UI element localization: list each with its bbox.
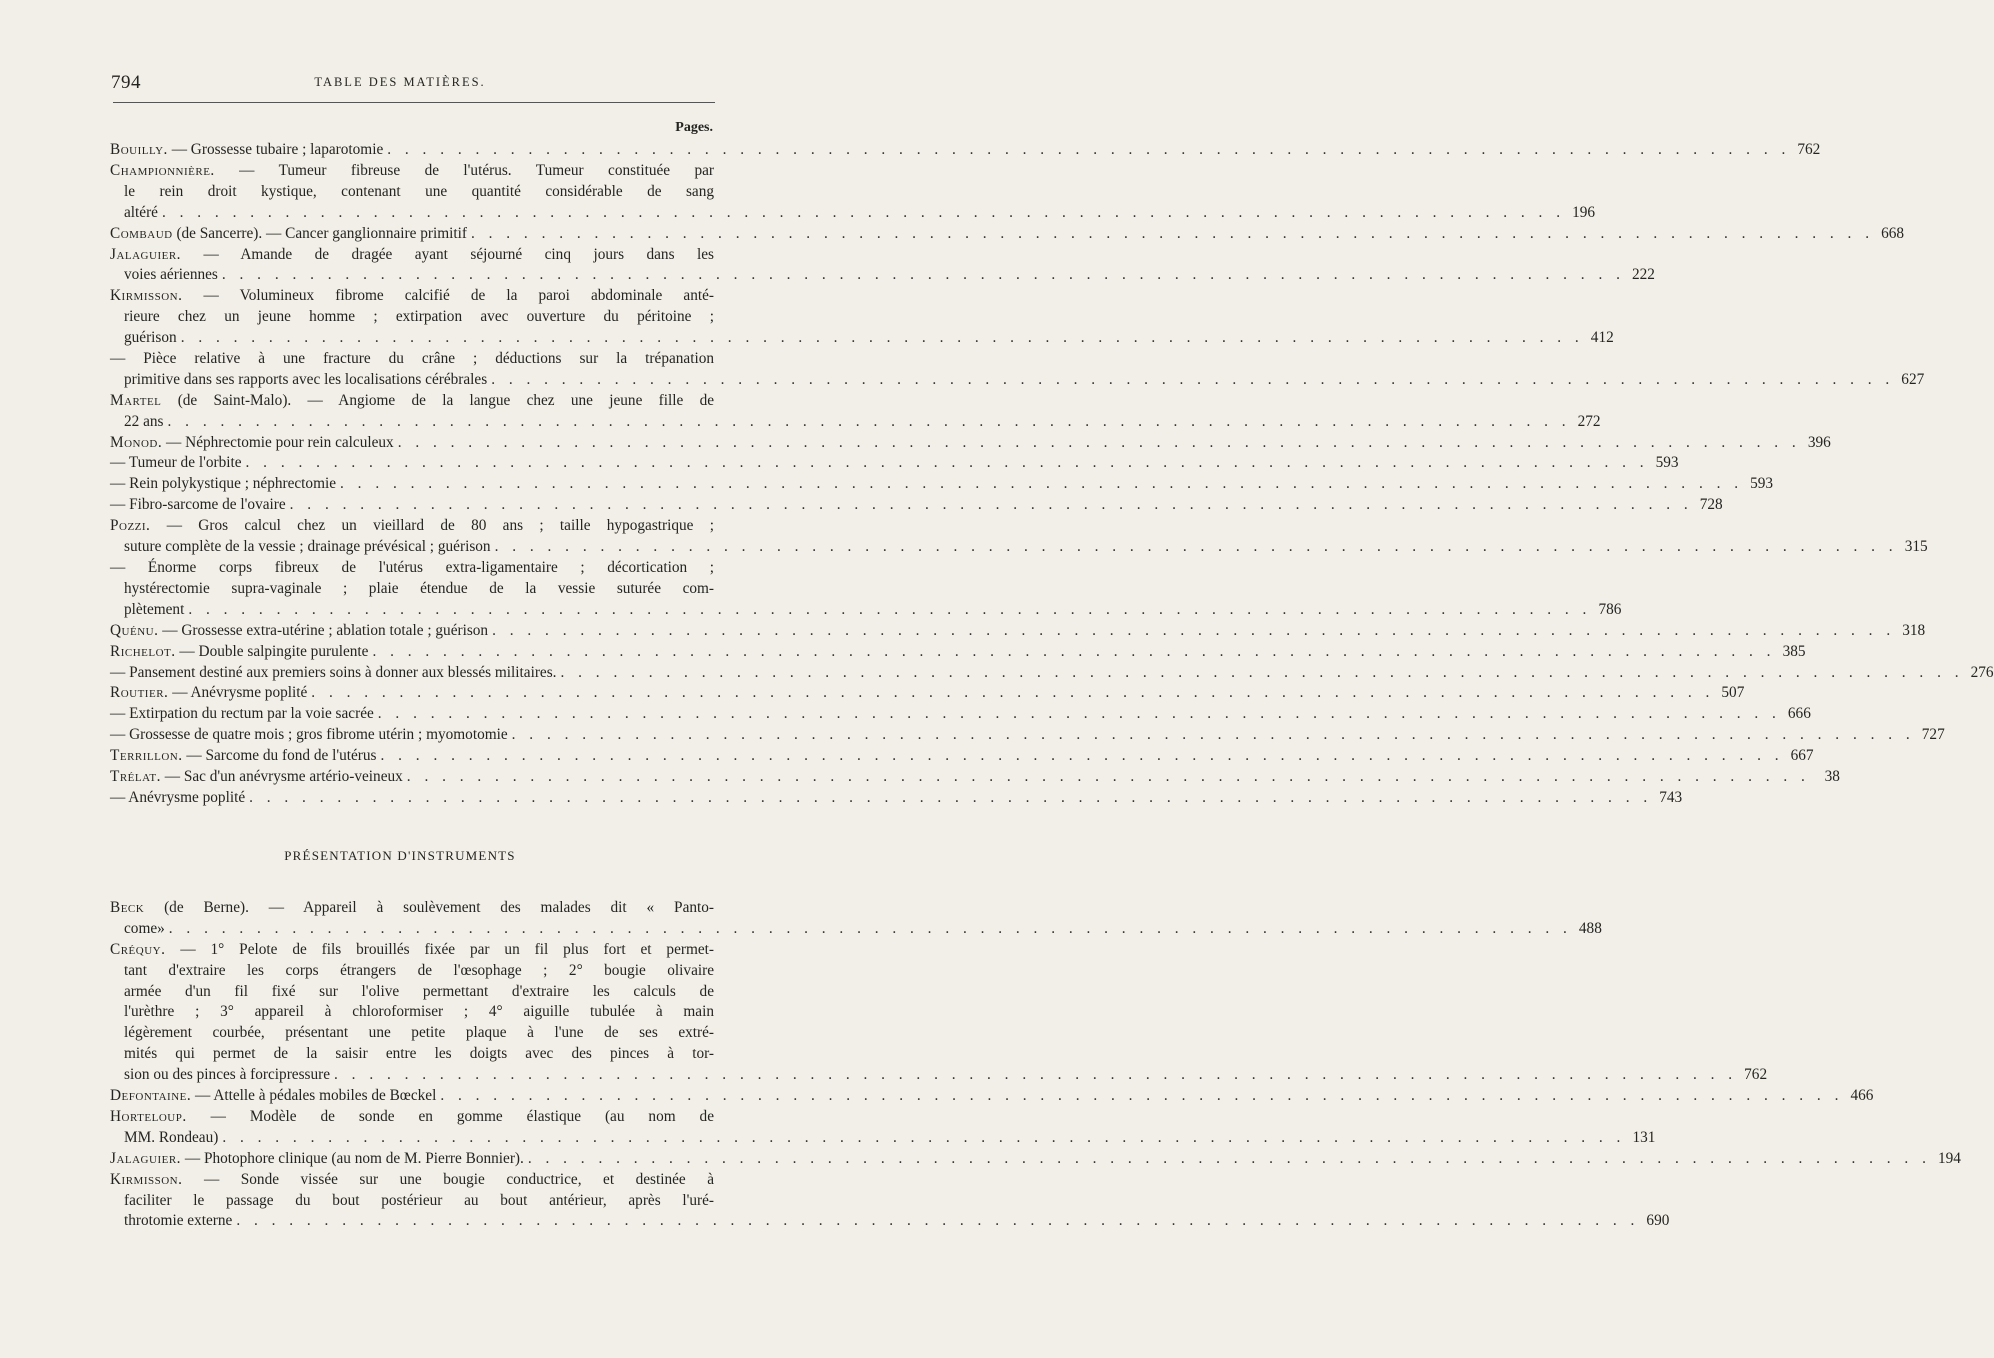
dot-leader: . . . . . . . . . . . . . . . . . . . . . . . . . . . . . . . . . . . . . . . . . . . . . . . . . . . . . . . . . . . . . . . . . . . . . . . . . . . . . . . . bbox=[334, 1066, 1738, 1084]
entry-text: hystérectomie supra-vaginale ; plaie étendue de la vessie suturée com- bbox=[124, 579, 714, 597]
entry-line bbox=[110, 349, 714, 370]
entry-page-number: 507 bbox=[1721, 684, 1745, 702]
entry-author: Pozzi. bbox=[110, 517, 151, 535]
entry-author: Bouilly. bbox=[110, 141, 168, 158]
entry-page-number: 385 bbox=[1782, 642, 1806, 660]
entry-line bbox=[110, 453, 1679, 474]
dot-leader: . . . . . . . . . . . . . . . . . . . . . . . . . . . . . . . . . . . . . . . . . . . . . . . . . . . . . . . . . . . . . . . . . . . . . . . . . . . . . . . . bbox=[289, 496, 1693, 514]
entry-text: — Sonde vissée sur une bougie conductrice, et destinée à bbox=[203, 1170, 715, 1188]
entry-text: l'urèthre ; 3° appareil à chloroformiser ; 4° aiguille tubulée à main bbox=[124, 1003, 714, 1021]
entry-line bbox=[110, 286, 714, 307]
dot-leader: . . . . . . . . . . . . . . . . . . . . . . . . . . . . . . . . . . . . . . . . . . . . . . . . . . . . . . . . . . . . . . . . . . . . . . . . . . . . . . . . bbox=[167, 412, 1571, 430]
entry-page-number: 131 bbox=[1632, 1128, 1656, 1146]
entry-line bbox=[110, 579, 714, 600]
entry-line bbox=[110, 1107, 714, 1128]
entry-text: — Rein polykystique ; néphrectomie bbox=[110, 475, 337, 493]
entry-text: — Grossesse extra-utérine ; ablation totale ; guérison bbox=[162, 621, 489, 639]
entry-page-number: 727 bbox=[1921, 726, 1945, 744]
toc-entry bbox=[110, 558, 1622, 621]
entry-line bbox=[110, 1044, 714, 1065]
toc-entry bbox=[110, 1107, 1656, 1149]
toc-entry bbox=[110, 516, 1928, 558]
dot-leader: . . . . . . . . . . . . . . . . . . . . . . . . . . . . . . . . . . . . . . . . . . . . . . . . . . . . . . . . . . . . . . . . . . . . . . . . . . . . . . . . bbox=[527, 1149, 1931, 1167]
entry-text: — Sac d'un anévrysme artério-veineux bbox=[164, 768, 403, 786]
toc-entry bbox=[110, 349, 1925, 391]
entry-line bbox=[110, 265, 1655, 286]
entry-author: Championnière. bbox=[110, 161, 215, 179]
entry-page-number: 743 bbox=[1659, 788, 1683, 806]
entry-line bbox=[110, 328, 1614, 349]
dot-leader: . . . . . . . . . . . . . . . . . . . . . . . . . . . . . . . . . . . . . . . . . . . . . . . . . . . . . . . . . . . . . . . . . . . . . . . . . . . . . . . . bbox=[387, 141, 1791, 158]
entry-text: — Modèle de sonde en gomme élastique (au nom de bbox=[210, 1107, 714, 1125]
dot-leader: . . . . . . . . . . . . . . . . . . . . . . . . . . . . . . . . . . . . . . . . . . . . . . . . . . . . . . . . . . . . . . . . . . . . . . . . . . . . . . . . bbox=[180, 329, 1584, 347]
entry-line bbox=[110, 898, 714, 919]
entry-line bbox=[110, 600, 1622, 621]
instruments-list bbox=[110, 898, 1961, 1232]
toc-entry bbox=[110, 683, 1745, 704]
entry-text: mités qui permet de la saisir entre les doigts avec des pinces à tor- bbox=[124, 1045, 714, 1063]
entry-text: — 1° Pelote de fils brouillés fixée par un fil plus fort et permet- bbox=[180, 940, 714, 958]
toc-entry bbox=[110, 642, 1806, 663]
entry-line bbox=[110, 1191, 714, 1212]
entry-text: rieure chez un jeune homme ; extirpation avec ouverture du péritoine ; bbox=[124, 308, 714, 326]
entry-line bbox=[110, 537, 1928, 558]
entry-text: (de Berne). — Appareil à soulèvement des malades dit « Panto- bbox=[164, 899, 714, 916]
entry-line bbox=[110, 982, 714, 1003]
table-of-contents-list bbox=[110, 140, 1994, 809]
dot-leader: . . . . . . . . . . . . . . . . . . . . . . . . . . . . . . . . . . . . . . . . . . . . . . . . . . . . . . . . . . . . . . . . . . . . . . . . . . . . . . . . bbox=[470, 224, 1875, 242]
entry-author: Monod. bbox=[110, 433, 163, 451]
entry-author: Martel bbox=[110, 391, 162, 409]
entry-line bbox=[110, 704, 1811, 725]
entry-page-number: 690 bbox=[1646, 1212, 1670, 1230]
entry-page-number: 593 bbox=[1655, 454, 1679, 472]
dot-leader: . . . . . . . . . . . . . . . . . . . . . . . . . . . . . . . . . . . . . . . . . . . . . . . . . . . . . . . . . . . . . . . . . . . . . . . . . . . . . . . . bbox=[511, 726, 1915, 744]
entry-text: voies aériennes bbox=[124, 266, 218, 284]
entry-author: Combaud bbox=[110, 224, 173, 242]
entry-line bbox=[110, 642, 1806, 663]
entry-line bbox=[110, 307, 714, 328]
entry-text: throtomie externe bbox=[124, 1212, 233, 1230]
entry-line bbox=[110, 1170, 714, 1191]
entry-page-number: 666 bbox=[1787, 705, 1811, 723]
entry-text: guérison bbox=[124, 329, 177, 347]
entry-text: 22 ans bbox=[124, 412, 164, 430]
entry-line bbox=[110, 161, 714, 182]
entry-page-number: 668 bbox=[1881, 224, 1905, 242]
dot-leader: . . . . . . . . . . . . . . . . . . . . . . . . . . . . . . . . . . . . . . . . . . . . . . . . . . . . . . . . . . . . . . . . . . . . . . . . . . . . . . . . bbox=[222, 1128, 1626, 1146]
toc-entry bbox=[110, 940, 1768, 1086]
entry-line bbox=[110, 412, 1601, 433]
entry-line bbox=[110, 224, 1905, 245]
entry-text: tant d'extraire les corps étrangers de l'œsophage ; 2° bougie olivaire bbox=[124, 961, 714, 979]
entry-line bbox=[110, 1086, 1874, 1107]
entry-text: — Néphrectomie pour rein calculeux bbox=[166, 433, 394, 451]
entry-text: altéré bbox=[124, 203, 158, 221]
entry-text: primitive dans ses rapports avec les localisations cérébrales bbox=[124, 370, 488, 388]
entry-text: MM. Rondeau) bbox=[124, 1128, 219, 1146]
entry-author: Kirmisson. bbox=[110, 1170, 183, 1188]
entry-text: — Double salpingite purulente bbox=[179, 642, 369, 660]
dot-leader: . . . . . . . . . . . . . . . . . . . . . . . . . . . . . . . . . . . . . . . . . . . . . . . . . . . . . . . . . . . . . . . . . . . . . . . . . . . . . . . . bbox=[372, 642, 1776, 660]
page-number: 794 bbox=[111, 72, 141, 93]
entry-text: — Amande de dragée ayant séjourné cinq jours dans les bbox=[203, 245, 714, 263]
entry-text: — Grossesse tubaire ; laparotomie bbox=[171, 141, 384, 158]
dot-leader: . . . . . . . . . . . . . . . . . . . . . . . . . . . . . . . . . . . . . . . . . . . . . . . . . . . . . . . . . . . . . . . . . . . . . . . . . . . . . . . . bbox=[406, 768, 1810, 786]
entry-page-number: 762 bbox=[1797, 141, 1821, 158]
entry-line bbox=[110, 961, 714, 982]
toc-entry bbox=[110, 725, 1945, 746]
entry-author: Richelot. bbox=[110, 642, 176, 660]
running-title: TABLE DES MATIÈRES. bbox=[314, 75, 486, 89]
entry-line bbox=[110, 919, 1602, 940]
dot-leader: . . . . . . . . . . . . . . . . . . . . . . . . . . . . . . . . . . . . . . . . . . . . . . . . . . . . . . . . . . . . . . . . . . . . . . . . . . . . . . . . bbox=[440, 1087, 1844, 1105]
entry-page-number: 786 bbox=[1598, 600, 1622, 618]
entry-page-number: 222 bbox=[1631, 266, 1655, 284]
dot-leader: . . . . . . . . . . . . . . . . . . . . . . . . . . . . . . . . . . . . . . . . . . . . . . . . . . . . . . . . . . . . . . . . . . . . . . . . . . . . . . . . bbox=[491, 370, 1895, 388]
toc-entry bbox=[110, 224, 1905, 245]
toc-entry bbox=[110, 495, 1723, 516]
entry-line bbox=[110, 1002, 714, 1023]
entry-page-number: 593 bbox=[1750, 475, 1774, 493]
toc-entry bbox=[110, 245, 1655, 287]
entry-text: — Gros calcul chez un vieillard de 80 ans ; taille hypogastrique ; bbox=[166, 517, 714, 535]
entry-page-number: 667 bbox=[1790, 747, 1814, 765]
entry-author: Beck bbox=[110, 899, 145, 916]
toc-entry bbox=[110, 433, 1831, 454]
entry-text: plètement bbox=[124, 600, 185, 618]
toc-entry bbox=[110, 767, 1840, 788]
toc-entry bbox=[110, 621, 1926, 642]
entry-author: Créquy. bbox=[110, 940, 166, 958]
entry-page-number: 412 bbox=[1590, 329, 1614, 347]
entry-page-number: 466 bbox=[1850, 1087, 1874, 1105]
entry-author: Trélat. bbox=[110, 768, 161, 786]
dot-leader: . . . . . . . . . . . . . . . . . . . . . . . . . . . . . . . . . . . . . . . . . . . . . . . . . . . . . . . . . . . . . . . . . . . . . . . . . . . . . . . . bbox=[236, 1212, 1640, 1230]
entry-author: Routier. bbox=[110, 684, 169, 702]
entry-text: — Pansement destiné aux premiers soins à donner aux blessés militaires. bbox=[110, 663, 557, 681]
entry-page-number: 272 bbox=[1577, 412, 1601, 430]
entry-line bbox=[110, 940, 714, 961]
dot-leader: . . . . . . . . . . . . . . . . . . . . . . . . . . . . . . . . . . . . . . . . . . . . . . . . . . . . . . . . . . . . . . . . . . . . . . . . . . . . . . . . bbox=[560, 663, 1964, 681]
entry-text: come» bbox=[124, 919, 165, 937]
dot-leader: . . . . . . . . . . . . . . . . . . . . . . . . . . . . . . . . . . . . . . . . . . . . . . . . . . . . . . . . . . . . . . . . . . . . . . . . . . . . . . . . bbox=[494, 538, 1898, 556]
entry-text: — Anévrysme poplité bbox=[110, 788, 246, 806]
toc-entry bbox=[110, 663, 1994, 684]
toc-entry bbox=[110, 746, 1814, 767]
entry-text: — Fibro-sarcome de l'ovaire bbox=[110, 496, 286, 514]
entry-text: (de Saint-Malo). — Angiome de la langue chez une jeune fille de bbox=[177, 391, 715, 409]
entry-line bbox=[110, 1149, 1961, 1170]
dot-leader: . . . . . . . . . . . . . . . . . . . . . . . . . . . . . . . . . . . . . . . . . . . . . . . . . . . . . . . . . . . . . . . . . . . . . . . . . . . . . . . . bbox=[161, 203, 1566, 221]
dot-leader: . . . . . . . . . . . . . . . . . . . . . . . . . . . . . . . . . . . . . . . . . . . . . . . . . . . . . . . . . . . . . . . . . . . . . . . . . . . . . . . . bbox=[377, 705, 1781, 723]
dot-leader: . . . . . . . . . . . . . . . . . . . . . . . . . . . . . . . . . . . . . . . . . . . . . . . . . . . . . . . . . . . . . . . . . . . . . . . . . . . . . . . . bbox=[249, 788, 1653, 806]
entry-page-number: 728 bbox=[1699, 496, 1723, 514]
dot-leader: . . . . . . . . . . . . . . . . . . . . . . . . . . . . . . . . . . . . . . . . . . . . . . . . . . . . . . . . . . . . . . . . . . . . . . . . . . . . . . . . bbox=[168, 919, 1572, 937]
entry-author: Jalaguier. bbox=[110, 1149, 181, 1167]
entry-text: — Extirpation du rectum par la voie sacrée bbox=[110, 705, 374, 723]
entry-line bbox=[110, 1128, 1656, 1149]
toc-entry bbox=[110, 453, 1679, 474]
pages-column-label: Pages. bbox=[675, 120, 713, 135]
dot-leader: . . . . . . . . . . . . . . . . . . . . . . . . . . . . . . . . . . . . . . . . . . . . . . . . . . . . . . . . . . . . . . . . . . . . . . . . . . . . . . . . bbox=[340, 475, 1744, 493]
entry-text: — Anévrysme poplité bbox=[172, 684, 308, 702]
entry-page-number: 276 bbox=[1970, 663, 1994, 681]
dot-leader: . . . . . . . . . . . . . . . . . . . . . . . . . . . . . . . . . . . . . . . . . . . . . . . . . . . . . . . . . . . . . . . . . . . . . . . . . . . . . . . . bbox=[397, 433, 1801, 451]
entry-text: — Énorme corps fibreux de l'utérus extra-ligamentaire ; décortication ; bbox=[110, 559, 714, 576]
entry-line bbox=[110, 725, 1945, 746]
dot-leader: . . . . . . . . . . . . . . . . . . . . . . . . . . . . . . . . . . . . . . . . . . . . . . . . . . . . . . . . . . . . . . . . . . . . . . . . . . . . . . . . bbox=[311, 684, 1715, 702]
entry-page-number: 627 bbox=[1901, 370, 1925, 388]
entry-text: — Pièce relative à une fracture du crâne ; déductions sur la trépanation bbox=[110, 349, 714, 367]
entry-text: — Tumeur fibreuse de l'utérus. Tumeur constituée par bbox=[239, 161, 715, 179]
toc-entry bbox=[110, 140, 1821, 161]
toc-entry bbox=[110, 391, 1601, 433]
entry-line bbox=[110, 433, 1831, 454]
entry-page-number: 396 bbox=[1807, 433, 1831, 451]
entry-page-number: 318 bbox=[1902, 621, 1926, 639]
entry-page-number: 38 bbox=[1824, 768, 1840, 786]
toc-entry bbox=[110, 898, 1602, 940]
entry-page-number: 194 bbox=[1937, 1149, 1961, 1167]
entry-author: Kirmisson. bbox=[110, 287, 183, 305]
entry-author: Defontaine. bbox=[110, 1087, 192, 1105]
toc-entry bbox=[110, 161, 1596, 224]
entry-line bbox=[110, 245, 714, 266]
section-title: PRÉSENTATION D'INSTRUMENTS bbox=[284, 848, 516, 863]
entry-author: Jalaguier. bbox=[110, 245, 181, 263]
entry-text: — Photophore clinique (au nom de M. Pierre Bonnier). bbox=[184, 1149, 524, 1167]
entry-line bbox=[110, 1211, 1670, 1232]
entry-line bbox=[110, 391, 714, 412]
entry-page-number: 315 bbox=[1904, 538, 1928, 556]
entry-page-number: 196 bbox=[1572, 203, 1596, 221]
entry-line bbox=[110, 683, 1745, 704]
entry-line bbox=[110, 767, 1840, 788]
entry-line bbox=[110, 788, 1683, 809]
toc-entry bbox=[110, 1086, 1874, 1107]
toc-entry bbox=[110, 1170, 1670, 1233]
entry-page-number: 488 bbox=[1578, 919, 1602, 937]
dot-leader: . . . . . . . . . . . . . . . . . . . . . . . . . . . . . . . . . . . . . . . . . . . . . . . . . . . . . . . . . . . . . . . . . . . . . . . . . . . . . . . . bbox=[221, 266, 1625, 284]
entry-line bbox=[110, 663, 1994, 684]
entry-text: — Grossesse de quatre mois ; gros fibrome utérin ; myomotomie bbox=[110, 726, 508, 744]
entry-line bbox=[110, 746, 1814, 767]
entry-line bbox=[110, 621, 1926, 642]
toc-entry bbox=[110, 286, 1614, 349]
entry-text: sion ou des pinces à forcipressure bbox=[124, 1066, 331, 1084]
entry-text: — Attelle à pédales mobiles de Bœckel bbox=[195, 1087, 437, 1105]
entry-line bbox=[110, 474, 1774, 495]
entry-line bbox=[110, 495, 1723, 516]
entry-text: (de Sancerre). — Cancer ganglionnaire primitif bbox=[176, 224, 467, 242]
entry-text: le rein droit kystique, contenant une quantité considérable de sang bbox=[124, 182, 714, 200]
entry-text: faciliter le passage du bout postérieur au bout antérieur, après l'uré- bbox=[124, 1191, 714, 1209]
toc-entry bbox=[110, 1149, 1961, 1170]
entry-line bbox=[110, 516, 714, 537]
entry-author: Horteloup. bbox=[110, 1107, 187, 1125]
entry-line bbox=[110, 1023, 714, 1044]
entry-text: légèrement courbée, présentant une petite plaque à l'une de ses extré- bbox=[124, 1024, 714, 1042]
toc-entry bbox=[110, 704, 1811, 725]
dot-leader: . . . . . . . . . . . . . . . . . . . . . . . . . . . . . . . . . . . . . . . . . . . . . . . . . . . . . . . . . . . . . . . . . . . . . . . . . . . . . . . . bbox=[380, 747, 1784, 765]
entry-line bbox=[110, 370, 1925, 391]
entry-author: Quénu. bbox=[110, 621, 159, 639]
entry-line bbox=[110, 558, 714, 579]
entry-page-number: 762 bbox=[1744, 1066, 1768, 1084]
entry-text: — Volumineux fibrome calcifié de la paroi abdominale anté- bbox=[203, 287, 714, 305]
toc-entry bbox=[110, 788, 1683, 809]
entry-text: suture complète de la vessie ; drainage prévésical ; guérison bbox=[124, 538, 491, 556]
entry-line bbox=[110, 182, 714, 203]
entry-line bbox=[110, 1065, 1768, 1086]
dot-leader: . . . . . . . . . . . . . . . . . . . . . . . . . . . . . . . . . . . . . . . . . . . . . . . . . . . . . . . . . . . . . . . . . . . . . . . . . . . . . . . . bbox=[245, 454, 1649, 472]
dot-leader: . . . . . . . . . . . . . . . . . . . . . . . . . . . . . . . . . . . . . . . . . . . . . . . . . . . . . . . . . . . . . . . . . . . . . . . . . . . . . . . . bbox=[188, 600, 1592, 618]
entry-line bbox=[110, 203, 1596, 224]
dot-leader: . . . . . . . . . . . . . . . . . . . . . . . . . . . . . . . . . . . . . . . . . . . . . . . . . . . . . . . . . . . . . . . . . . . . . . . . . . . . . . . . bbox=[492, 621, 1896, 639]
toc-entry bbox=[110, 474, 1774, 495]
entry-text: — Sarcome du fond de l'utérus bbox=[186, 747, 377, 765]
entry-text: — Tumeur de l'orbite bbox=[110, 454, 242, 472]
entry-text: armée d'un fil fixé sur l'olive permettant d'extraire les calculs de bbox=[124, 982, 714, 1000]
entry-line bbox=[110, 140, 1821, 161]
entry-author: Terrillon. bbox=[110, 747, 183, 765]
header-rule bbox=[113, 102, 715, 103]
